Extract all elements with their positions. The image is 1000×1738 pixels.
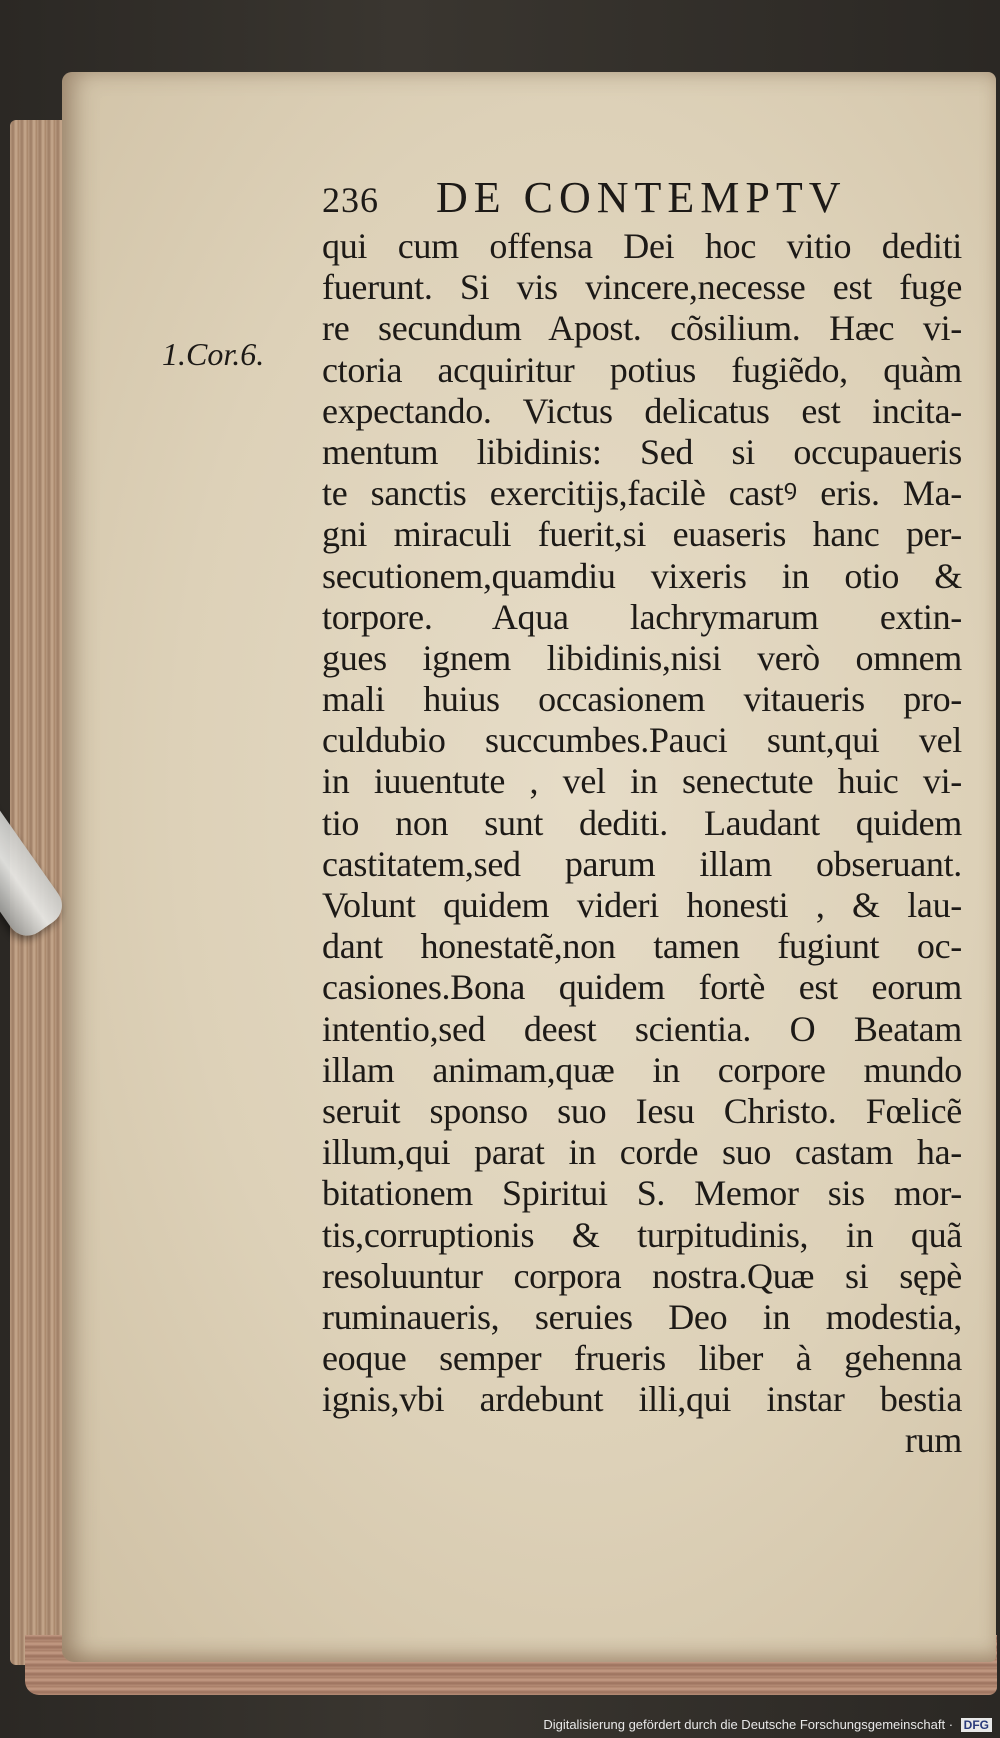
page-number: 236 xyxy=(322,180,379,220)
credit-separator: · xyxy=(945,1717,957,1732)
text-line: ctoria acquiritur potius fugiẽdo, quàm xyxy=(322,349,962,390)
text-line: tis,corruptionis & turpitudinis, in quã xyxy=(322,1214,962,1255)
text-line: culdubio succumbes.Pauci sunt,qui vel xyxy=(322,720,962,761)
text-line: intentio,sed deest scientia. O Beatam xyxy=(322,1008,962,1049)
text-block xyxy=(322,170,962,1462)
text-line: qui cum offensa Dei hoc vitio dediti xyxy=(322,226,962,266)
text-line: seruit sponso suo Iesu Christo. Fœlicẽ xyxy=(322,1090,962,1131)
text-line: castitatem,sed parum illam obseruant. xyxy=(322,843,962,884)
running-head xyxy=(322,170,962,226)
text-line: dant honestatẽ,non tamen fugiunt oc- xyxy=(322,926,962,967)
text-line: fuerunt. Si vis vincere,necesse est fuge xyxy=(322,267,962,308)
text-line: resoluuntur corpora nostra.Quæ si sępè xyxy=(322,1255,962,1296)
text-line: ignis,vbi ardebunt illi,qui instar bestia xyxy=(322,1379,962,1420)
text-line: re secundum Apost. cõsilium. Hæc vi- xyxy=(322,308,962,349)
text-line: illam animam,quæ in corpore mundo xyxy=(322,1049,962,1090)
text-line: expectando. Victus delicatus est incita- xyxy=(322,390,962,431)
text-line: secutionem,quamdiu vixeris in otio & xyxy=(322,555,962,596)
margin-note: 1.Cor.6. xyxy=(162,336,265,372)
text-line: gni miraculi fuerit,si euaseris hanc per- xyxy=(322,514,962,555)
text-line: casiones.Bona quidem fortè est eorum xyxy=(322,967,962,1008)
text-line: bitationem Spiritui S. Memor sis mor- xyxy=(322,1173,962,1214)
text-line: gues ignem libidinis,nisi verò omnem xyxy=(322,637,962,678)
dfg-logo: DFG xyxy=(961,1718,992,1732)
text-line: mentum libidinis: Sed si occupaueris xyxy=(322,431,962,472)
text-line: mali huius occasionem vitaueris pro- xyxy=(322,679,962,720)
body-text xyxy=(322,226,962,1462)
text-line: eoque semper frueris liber à gehenna xyxy=(322,1338,962,1379)
text-line: illum,qui parat in corde suo castam ha- xyxy=(322,1132,962,1173)
credit-text: Digitalisierung gefördert durch die Deutsche Forschungsgemeinschaft xyxy=(543,1717,946,1732)
text-line: rum xyxy=(904,1420,962,1461)
text-line: torpore. Aqua lachrymarum extin- xyxy=(322,596,962,637)
text-line: Volunt quidem videri honesti , & lau- xyxy=(322,885,962,925)
running-head-title: DE CONTEMPTV xyxy=(436,173,847,222)
text-line: tio non sunt dediti. Laudant quidem xyxy=(322,802,962,843)
text-line: in iuuentute , vel in senectute huic vi- xyxy=(322,761,962,802)
text-line: te sanctis exercitijs,facilè castꝰ eris. Ma- xyxy=(322,473,962,514)
text-line: ruminaueris, seruies Deo in modestia, xyxy=(322,1296,962,1337)
digitization-credit xyxy=(543,1717,992,1732)
